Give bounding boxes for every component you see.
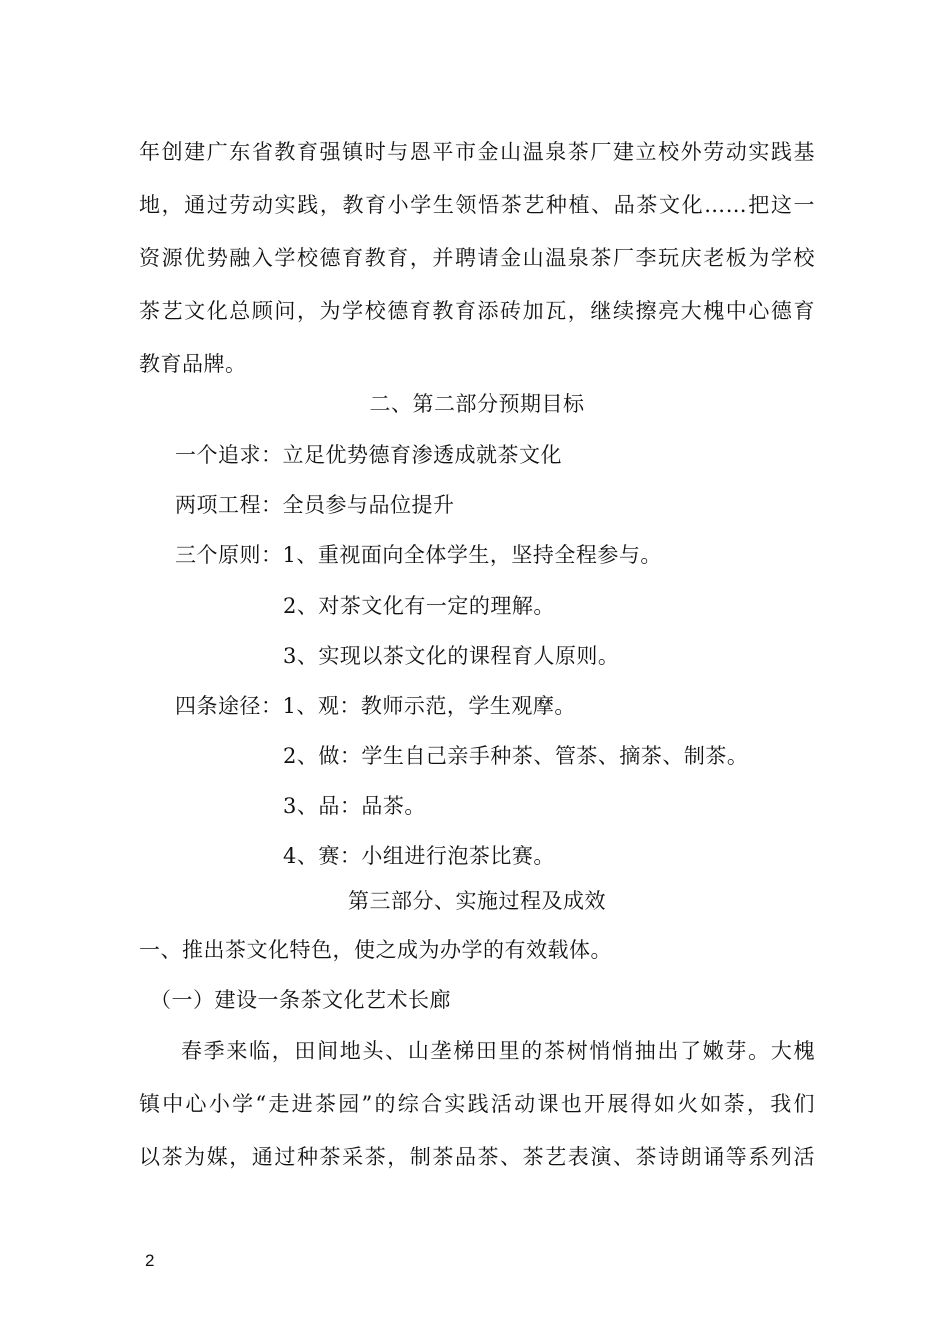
- goal-pursuit: 一个追求：立足优势德育渗透成就茶文化: [175, 443, 562, 467]
- goal-principle-3: 3、实现以茶文化的课程育人原则。: [283, 644, 620, 668]
- paragraph-intro: [139, 138, 815, 403]
- subheading-art-corridor: （一）建设一条茶文化艺术长廊: [150, 988, 451, 1012]
- goal-path-3: 3、品：品茶。: [283, 794, 426, 818]
- goal-projects: 两项工程：全员参与品位提升: [175, 493, 455, 517]
- paragraph-line: 年创建广东省教育强镇时与恩平市金山温泉茶厂建立校外劳动实践基: [139, 140, 815, 164]
- paragraph-line: 教育品牌。: [139, 352, 247, 376]
- paragraph-line: 茶艺文化总顾问，为学校德育教育添砖加瓦，继续擦亮大槐中心德育: [139, 299, 815, 323]
- paragraph-spring: [139, 1037, 815, 1196]
- section-heading-implementation: 第三部分、实施过程及成效: [348, 889, 606, 913]
- goal-path-2: 2、做：学生自己亲手种茶、管茶、摘茶、制茶。: [283, 744, 749, 768]
- paragraph-line: 春季来临，田间地头、山垄梯田里的茶树悄悄抽出了嫩芽。大槐: [181, 1039, 815, 1063]
- paragraph-line: 地，通过劳动实践，教育小学生领悟茶艺种植、品茶文化……把这一: [139, 193, 815, 217]
- goal-principle-2: 2、对茶文化有一定的理解。: [283, 594, 555, 618]
- section-heading-goals: 二、第二部分预期目标: [369, 392, 585, 416]
- paragraph-line: 资源优势融入学校德育教育，并聘请金山温泉茶厂李玩庆老板为学校: [139, 246, 815, 270]
- page-number: 2: [145, 1251, 155, 1270]
- paragraph-line: 镇中心小学“走进茶园”的综合实践活动课也开展得如火如荼，我们: [139, 1092, 815, 1116]
- paragraph-line: 以茶为媒，通过种茶采茶，制茶品茶、茶艺表演、茶诗朗诵等系列活: [139, 1145, 815, 1169]
- goal-path-4: 4、赛：小组进行泡茶比赛。: [283, 844, 555, 868]
- goal-path-1: 四条途径：1、观：教师示范，学生观摩。: [175, 694, 576, 718]
- goal-principle-1: 三个原则：1、重视面向全体学生，坚持全程参与。: [175, 543, 662, 567]
- subheading-tea-culture: 一、推出茶文化特色，使之成为办学的有效载体。: [139, 938, 612, 962]
